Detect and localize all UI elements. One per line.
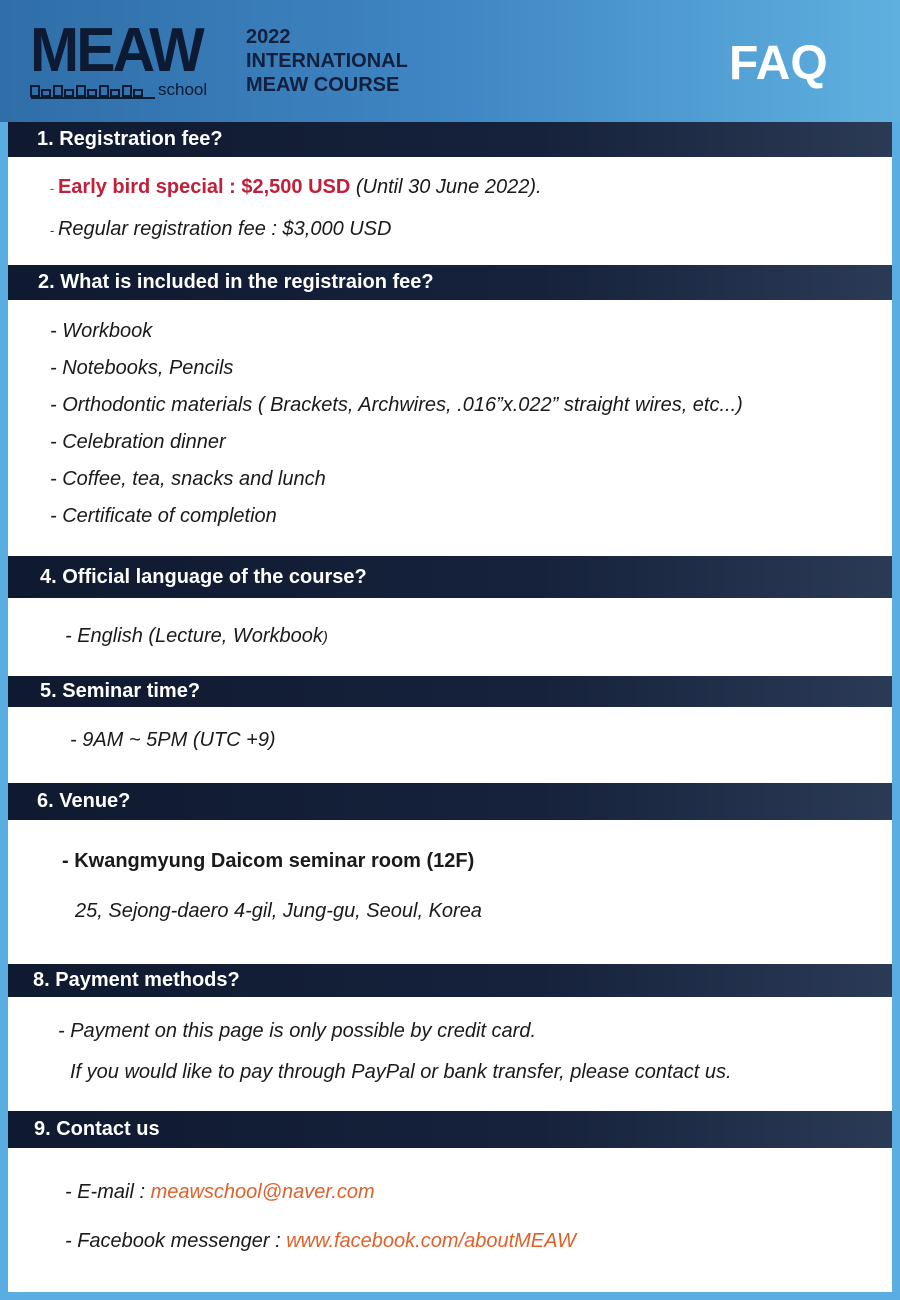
section-heading-text: 2. What is included in the registraion fee? xyxy=(38,271,434,293)
early-bird-price: Early bird special : $2,500 USD xyxy=(57,176,351,198)
section-heading-included xyxy=(8,265,892,300)
section-heading-text: 4. Official language of the course? xyxy=(40,565,367,588)
logo-school-text: school xyxy=(158,80,208,99)
section-heading-payment xyxy=(8,964,892,997)
included-item: - Workbook xyxy=(50,320,153,342)
course-title xyxy=(246,25,408,97)
language-line xyxy=(65,624,328,650)
section-heading-seminar-time xyxy=(8,676,892,707)
seminar-time-line: - 9AM ~ 5PM (UTC +9) xyxy=(70,729,276,751)
bullet-dash: - xyxy=(50,223,58,238)
venue-name: - Kwangmyung Daicom seminar room (12F) xyxy=(62,850,475,872)
included-item: - Celebration dinner xyxy=(50,431,226,453)
included-item: - Certificate of completion xyxy=(50,505,277,527)
faq-title: FAQ xyxy=(729,37,828,90)
regular-fee-line xyxy=(50,217,391,243)
regular-fee-text: Regular registration fee : $3,000 USD xyxy=(57,218,392,240)
payment-line-2: If you would like to pay through PayPal or bank transfer, please contact us. xyxy=(70,1061,732,1083)
course-line-3: MEAW COURSE xyxy=(246,74,400,96)
included-item: - Orthodontic materials ( Brackets, Archwires, .016”x.022” straight wires, etc...) xyxy=(50,394,743,416)
course-year: 2022 xyxy=(246,26,291,48)
section-heading-language xyxy=(8,556,892,598)
language-text: - English (Lecture, Workbook xyxy=(65,625,323,647)
section-heading-venue xyxy=(8,783,892,820)
email-label: - E-mail : xyxy=(65,1181,151,1203)
language-close-paren: ) xyxy=(322,629,328,646)
venue-address: 25, Sejong-daero 4-gil, Jung-gu, Seoul, Korea xyxy=(75,900,482,922)
facebook-line xyxy=(65,1229,576,1253)
section-heading-text: 9. Contact us xyxy=(34,1118,160,1140)
early-bird-line xyxy=(50,175,542,201)
section-heading-text: 6. Venue? xyxy=(37,790,131,812)
payment-line-1: - Payment on this page is only possible by credit card. xyxy=(58,1020,537,1042)
email-link[interactable]: meawschool@naver.com xyxy=(150,1181,375,1203)
facebook-label: - Facebook messenger : xyxy=(65,1230,287,1252)
early-bird-deadline: (Until 30 June 2022). xyxy=(350,176,542,198)
bullet-dash: - xyxy=(50,181,58,196)
logo-wordmark: MEAW xyxy=(30,16,202,85)
faq-content xyxy=(8,122,892,1292)
section-heading-text: 8. Payment methods? xyxy=(33,969,240,991)
section-heading-text: 5. Seminar time? xyxy=(40,680,201,702)
section-heading-contact xyxy=(8,1111,892,1148)
section-heading-registration-fee xyxy=(8,122,892,157)
email-line xyxy=(65,1180,375,1204)
section-heading-text: 1. Registration fee? xyxy=(37,128,223,150)
page-header xyxy=(0,0,900,122)
course-line-2: INTERNATIONAL xyxy=(246,50,408,72)
included-item: - Coffee, tea, snacks and lunch xyxy=(50,468,326,490)
included-item: - Notebooks, Pencils xyxy=(50,357,234,379)
meaw-school-logo xyxy=(30,16,225,102)
facebook-link[interactable]: www.facebook.com/aboutMEAW xyxy=(286,1230,576,1252)
